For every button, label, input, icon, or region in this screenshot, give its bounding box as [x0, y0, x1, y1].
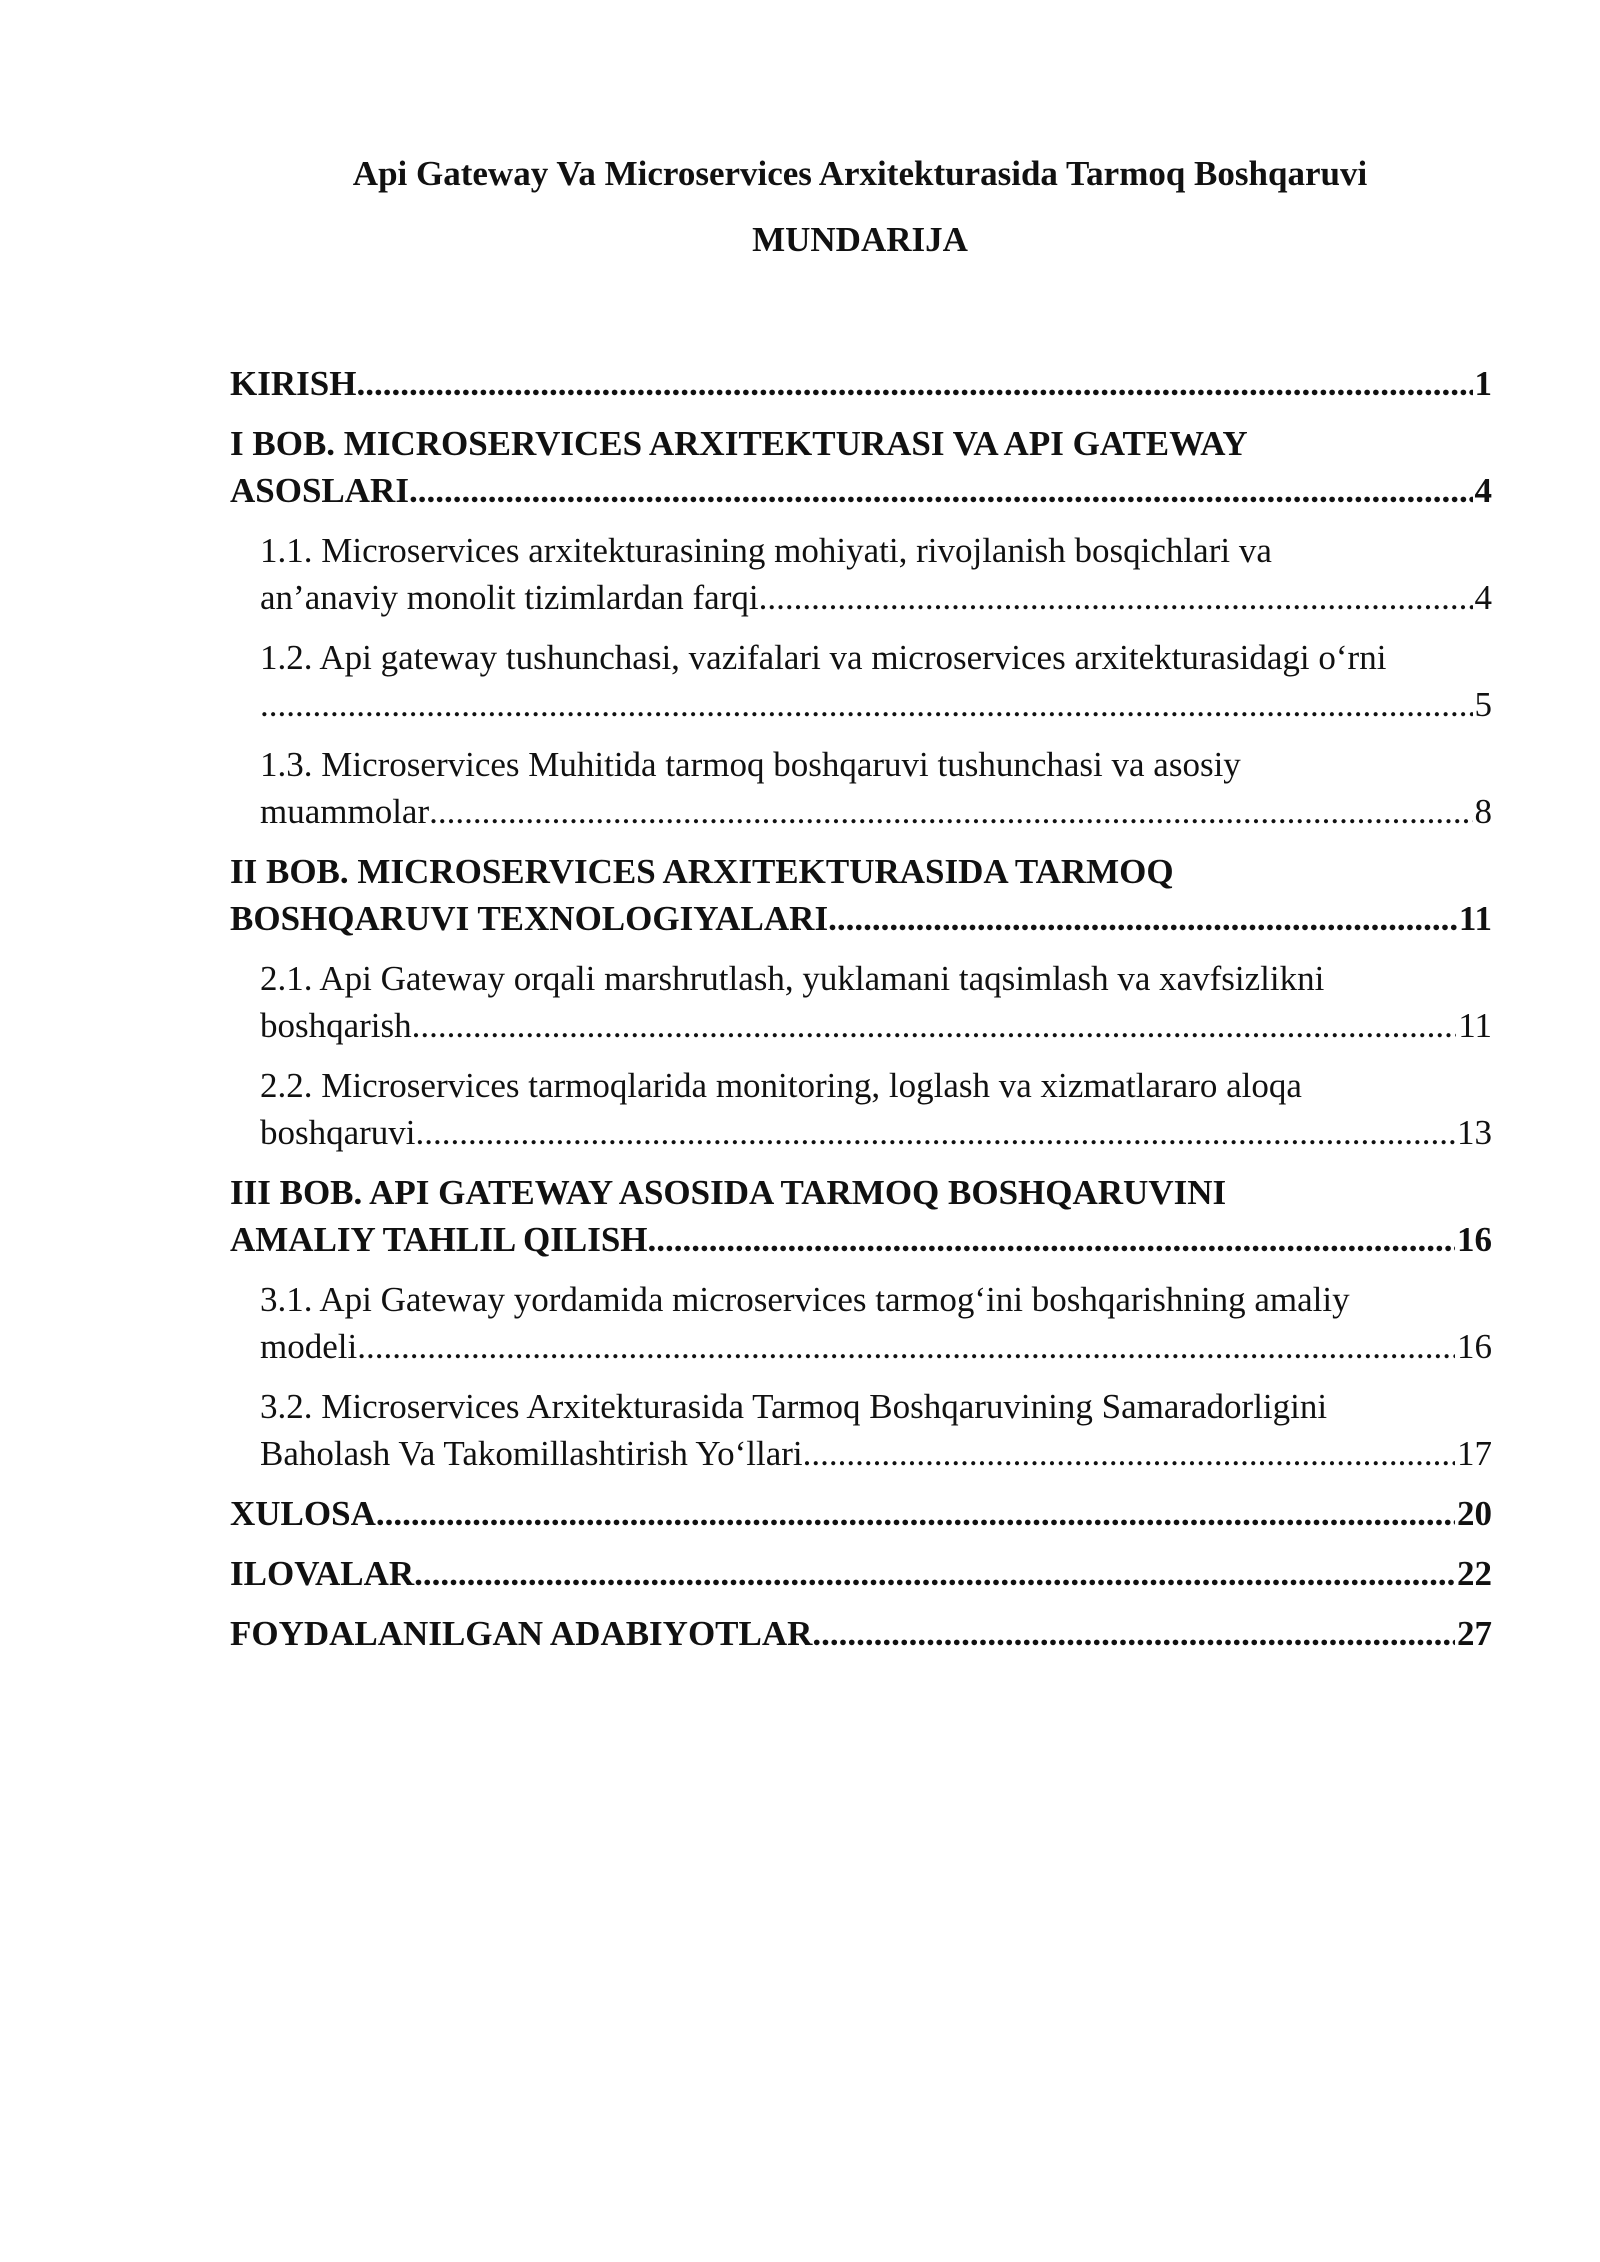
toc-entry-text: AMALIY TAHLIL QILISH [230, 1220, 648, 1259]
toc-section-entry[interactable] [230, 1062, 1492, 1156]
toc-entry-line [230, 467, 1492, 514]
toc-entry-line [260, 788, 1492, 835]
toc-entry-line [260, 574, 1492, 621]
toc-section-entry[interactable] [230, 634, 1492, 728]
toc-entry-text: FOYDALANILGAN ADABIYOTLAR [230, 1614, 813, 1653]
toc-dot-leader [260, 681, 1473, 728]
toc-chapter-entry[interactable] [230, 848, 1492, 942]
toc-page-number: 1 [1474, 364, 1492, 403]
toc-page-number: 11 [1458, 899, 1492, 938]
toc-dot-leader [356, 360, 1472, 407]
toc-page-number: 27 [1457, 1614, 1492, 1653]
toc-heading: MUNDARIJA [752, 220, 968, 259]
toc-entry-text: III BOB. API GATEWAY ASOSIDA TARMOQ BOSHQARUVINI [230, 1173, 1227, 1212]
toc-entry-line [230, 360, 1492, 407]
toc-entry-line [260, 1002, 1492, 1049]
toc-entry-text: XULOSA [230, 1494, 376, 1533]
toc-entry-text: BOSHQARUVI TEXNOLOGIYALARI [230, 899, 829, 938]
toc-entry-text: ILOVALAR [230, 1554, 415, 1593]
toc-page-number: 17 [1457, 1434, 1492, 1473]
toc-entry-text: 1.3. Microservices Muhitida tarmoq boshqaruvi tushunchasi va asosiy [260, 745, 1241, 784]
toc-chapter-entry[interactable] [230, 1490, 1492, 1537]
document-title: Api Gateway Va Microservices Arxitekturasida Tarmoq Boshqaruvi [352, 154, 1368, 193]
toc-entry-line [260, 1430, 1492, 1477]
toc-page-number: 5 [1474, 685, 1492, 724]
toc-dot-leader [376, 1490, 1455, 1537]
toc-page-number: 16 [1457, 1220, 1492, 1259]
toc-chapter-entry[interactable] [230, 360, 1492, 407]
toc-entry-line [260, 681, 1492, 728]
toc-entry-line [230, 1610, 1492, 1657]
toc-dot-leader [416, 1109, 1455, 1156]
toc-entry-text: 2.1. Api Gateway orqali marshrutlash, yuklamani taqsimlash va xavfsizlikni [260, 959, 1325, 998]
toc-entry-text: 3.1. Api Gateway yordamida microservices tarmog‘ini boshqarishning amaliy [260, 1280, 1350, 1319]
toc-page-number: 4 [1474, 578, 1492, 617]
toc-entry-text: muammolar [260, 792, 430, 831]
toc-dot-leader [759, 574, 1473, 621]
toc-section-entry[interactable] [230, 1276, 1492, 1370]
toc-chapter-entry[interactable] [230, 1610, 1492, 1657]
toc-entry-text: KIRISH [230, 364, 357, 403]
toc-page-number: 4 [1474, 471, 1492, 510]
toc-page-number: 8 [1474, 792, 1492, 831]
toc-entry-text: I BOB. MICROSERVICES ARXITEKTURASI VA API GATEWAY [230, 424, 1248, 463]
toc-entry-text: modeli [260, 1327, 358, 1366]
toc-entry-line [230, 1550, 1492, 1597]
toc-dot-leader [414, 1550, 1455, 1597]
toc-entry-text: II BOB. MICROSERVICES ARXITEKTURASIDA TARMOQ [230, 852, 1174, 891]
toc-entry-text: ASOSLARI [230, 471, 409, 510]
toc-page-number: 13 [1457, 1113, 1492, 1152]
toc-entry-line [230, 1490, 1492, 1537]
toc-dot-leader [812, 1610, 1455, 1657]
toc-page-number: 11 [1458, 1006, 1492, 1045]
table-of-contents [230, 360, 1492, 1670]
toc-section-entry[interactable] [230, 1383, 1492, 1477]
toc-entry-text: an’anaviy monolit tizimlardan farqi [260, 578, 759, 617]
toc-dot-leader [357, 1323, 1455, 1370]
toc-dot-leader [429, 788, 1472, 835]
toc-entry-text: 1.1. Microservices arxitekturasining mohiyati, rivojlanish bosqichlari va [260, 531, 1272, 570]
toc-dot-leader [803, 1430, 1455, 1477]
toc-chapter-entry[interactable] [230, 1169, 1492, 1263]
toc-entry-text: boshqaruvi [260, 1113, 416, 1152]
toc-entry-text: boshqarish [260, 1006, 412, 1045]
toc-section-entry[interactable] [230, 955, 1492, 1049]
toc-entry-text: Baholash Va Takomillashtirish Yo‘llari [260, 1434, 803, 1473]
toc-page-number: 16 [1457, 1327, 1492, 1366]
toc-dot-leader [409, 467, 1473, 514]
toc-entry-line [260, 1109, 1492, 1156]
toc-entry-text: 3.2. Microservices Arxitekturasida Tarmoq Boshqaruvining Samaradorligini [260, 1387, 1328, 1426]
toc-entry-text: 2.2. Microservices tarmoqlarida monitoring, loglash va xizmatlararo aloqa [260, 1066, 1302, 1105]
toc-page-number: 20 [1457, 1494, 1492, 1533]
toc-entry-text: 1.2. Api gateway tushunchasi, vazifalari va microservices arxitekturasidagi o‘rni [260, 638, 1387, 677]
toc-page-number: 22 [1457, 1554, 1492, 1593]
toc-dot-leader [828, 895, 1457, 942]
toc-chapter-entry[interactable] [230, 420, 1492, 514]
toc-entry-line [230, 895, 1492, 942]
toc-dot-leader [648, 1216, 1455, 1263]
toc-entry-line [260, 1323, 1492, 1370]
toc-dot-leader [412, 1002, 1457, 1049]
toc-entry-line [230, 1216, 1492, 1263]
toc-chapter-entry[interactable] [230, 1550, 1492, 1597]
toc-section-entry[interactable] [230, 527, 1492, 621]
toc-section-entry[interactable] [230, 741, 1492, 835]
